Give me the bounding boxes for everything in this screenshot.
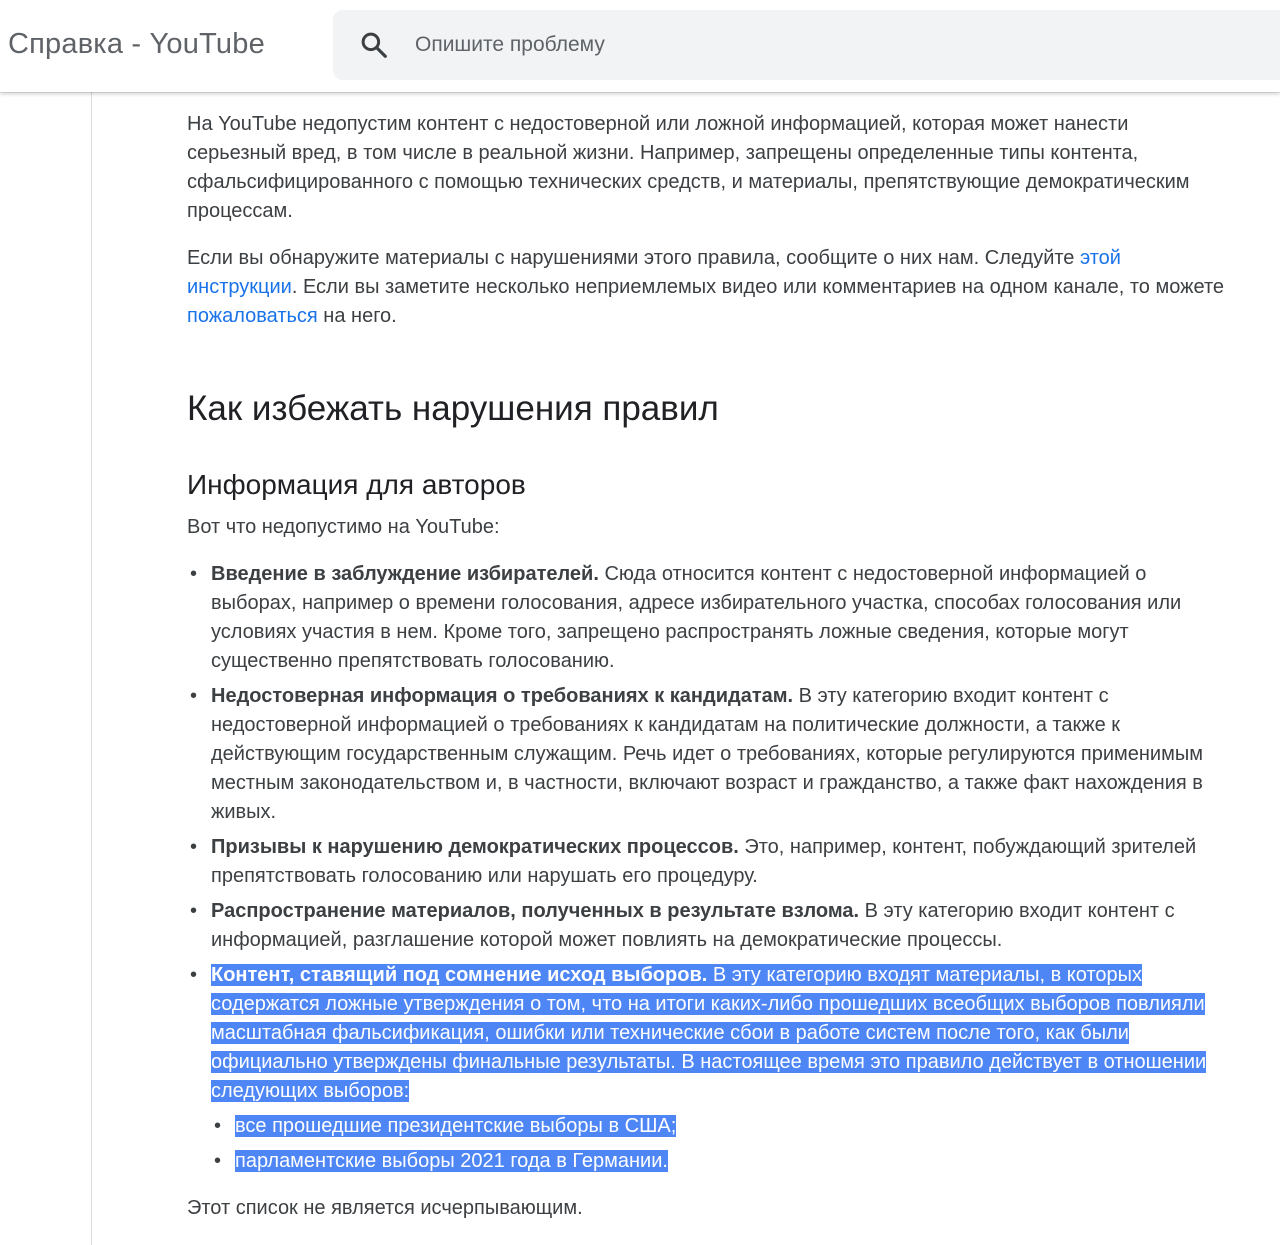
list-item-selected	[187, 961, 1227, 1176]
list-item	[187, 897, 1227, 955]
sublist-item	[211, 1147, 1227, 1176]
instructions-link[interactable]: этой инструкции	[187, 247, 1121, 298]
item-term: Введение в заблуждение избирателей.	[211, 563, 599, 585]
list-item	[187, 833, 1227, 891]
subsection-heading: Информация для авторов	[187, 469, 526, 500]
item-text: В эту категорию входит контент с информацией, разглашение которой может повлиять на демократические процессы.	[211, 900, 1175, 951]
paragraph-report-text: . Если вы заметите несколько неприемлемых видео или комментариев на одном канале, то можете	[291, 276, 1225, 298]
paragraph-report-text: Если вы обнаружите материалы с нарушениями этого правила, сообщите о них нам. Следуйте	[187, 247, 1080, 269]
item-text: Сюда относится контент с недостоверной информацией о выборах, например о времени голосования, адресе избирательного участка, способах голосования или условиях участия в нем. Кроме того, запрещено распространять ложные сведения, которые могут существенно препятствовать голосованию.	[211, 563, 1182, 672]
selected-text: все прошедшие президентские выборы в США;	[235, 1115, 677, 1137]
item-term: Недостоверная информация о требованиях к кандидатам.	[211, 685, 794, 707]
app-title[interactable]: Справка - YouTube	[8, 28, 265, 60]
item-term: Распространение материалов, полученных в результате взлома.	[211, 900, 860, 922]
search-input[interactable]	[415, 10, 1115, 80]
list-intro: Вот что недопустимо на YouTube:	[187, 516, 500, 538]
report-channel-link[interactable]: пожаловаться	[187, 305, 318, 327]
section-heading: Как избежать нарушения правил	[187, 389, 719, 428]
item-text: В эту категорию входят материалы, в которых содержатся ложные утверждения о том, что на итоги каких-либо прошедших всеобщих выборов повлияли масштабная фальсификация, ошибки или технические сбои в работе систем после того, как были официально утверждены финальные результаты. В настоящее время это правило действует в отношении следующих выборов:	[211, 964, 1207, 1102]
search-box[interactable]	[333, 10, 1280, 80]
sublist-item	[211, 1112, 1227, 1141]
item-term: Призывы к нарушению демократических процессов.	[211, 836, 739, 858]
paragraph-intro: На YouTube недопустим контент с недостоверной или ложной информацией, которая может нанести серьезный вред, в том числе в реальной жизни. Например, запрещены определенные типы контента, сфальсифицированного с помощью технических средств, и материалы, препятствующие демократическим процессам.	[187, 113, 1190, 222]
rules-list	[187, 560, 1227, 1176]
app-header	[0, 0, 1280, 92]
item-term: Контент, ставящий под сомнение исход выборов.	[211, 964, 708, 986]
paragraph-report	[187, 244, 1227, 331]
list-outro: Этот список не является исчерпывающим.	[187, 1197, 583, 1219]
left-divider	[91, 92, 92, 1245]
search-icon[interactable]	[359, 30, 389, 60]
article-body	[187, 110, 1227, 1223]
selected-text	[211, 964, 1206, 1102]
paragraph-report-text: на него.	[317, 305, 397, 327]
item-text: В эту категорию входит контент с недостоверной информацией о требованиях к кандидатам на политические должности, а также к действующим государственным служащим. Речь идет о требованиях, которые регулируются применимым местным законодательством и, в частности, включают возраст и гражданство, а также факт нахождения в живых.	[211, 685, 1203, 823]
item-text: Это, например, контент, побуждающий зрителей препятствовать голосованию или нарушать его процедуру.	[211, 836, 1197, 887]
list-item	[187, 560, 1227, 676]
selected-text: парламентские выборы 2021 года в Германии.	[235, 1150, 668, 1172]
elections-sublist	[211, 1112, 1227, 1176]
list-item	[187, 682, 1227, 827]
